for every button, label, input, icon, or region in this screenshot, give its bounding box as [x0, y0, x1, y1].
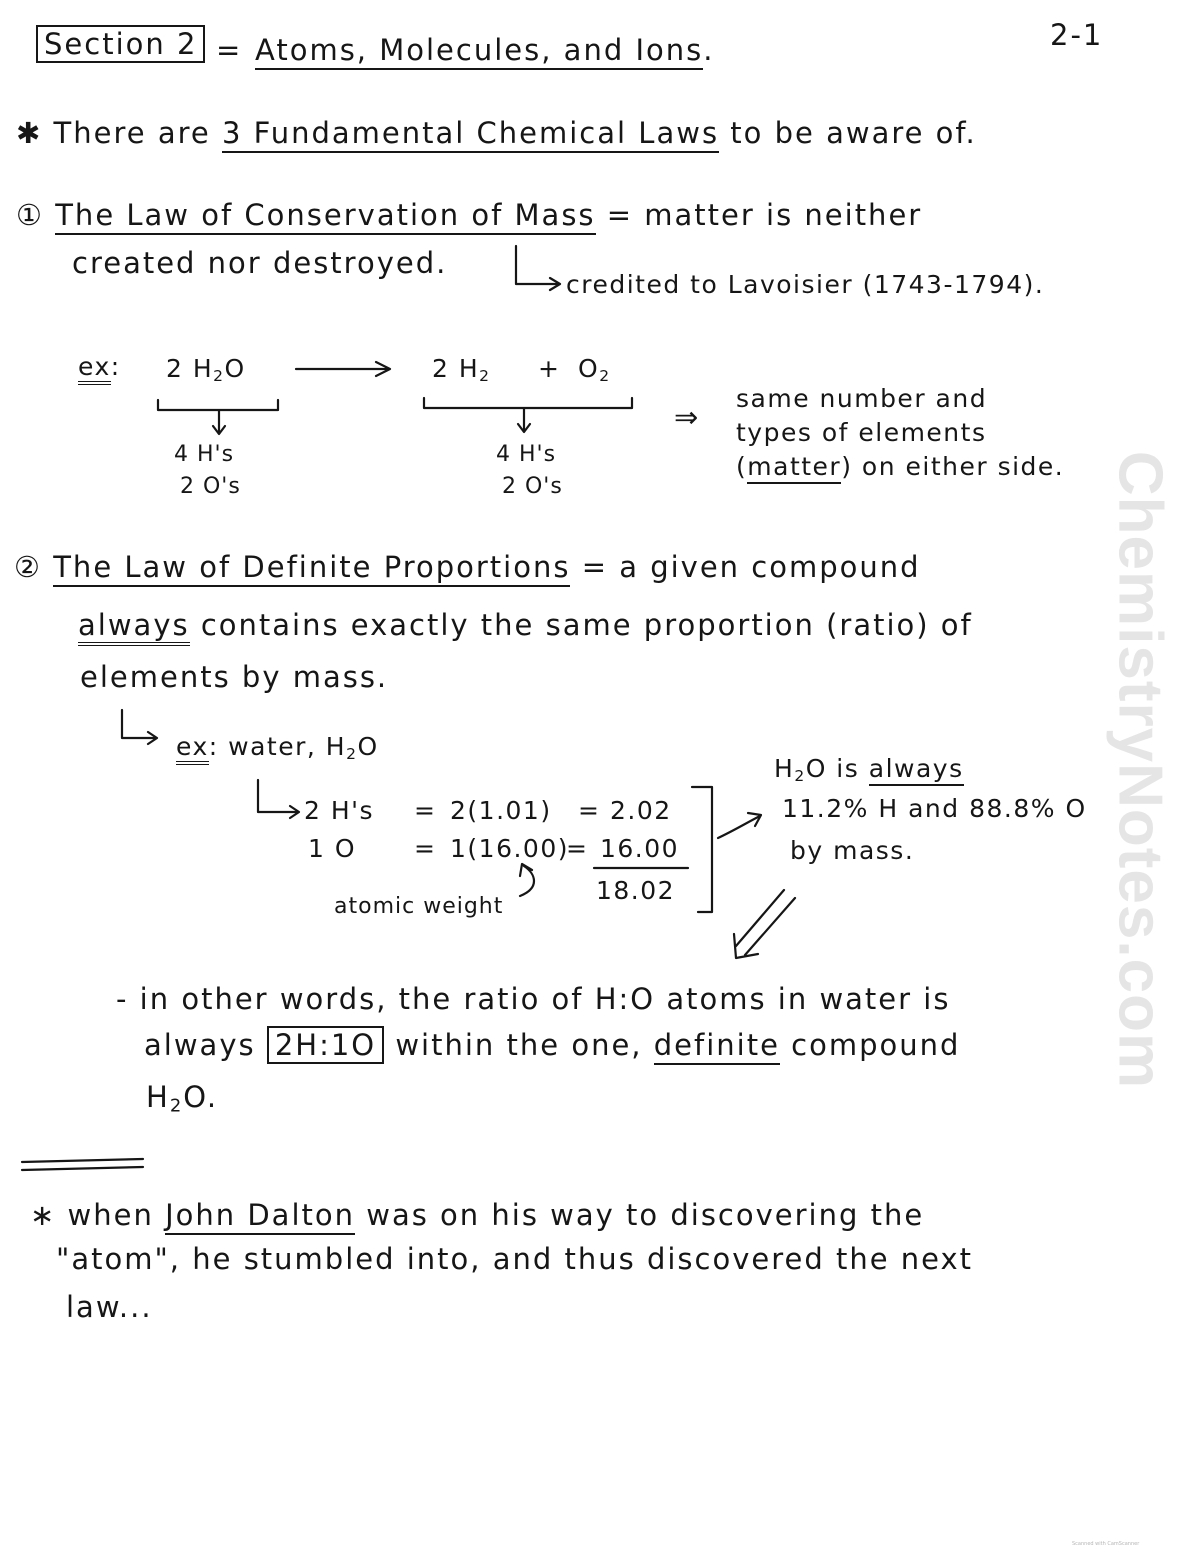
watermark: ChemistryNotes.com [1105, 450, 1175, 1090]
conclusion-line3: $H_2O$. [146, 1080, 219, 1117]
page-title: Atoms, Molecules, and Ions. [255, 33, 714, 67]
reaction-arrow-icon [296, 362, 390, 376]
totals-bracket [692, 787, 712, 912]
section-label: Section 2 [36, 27, 205, 61]
right-brace [424, 398, 632, 408]
left-brace-arrow-icon [213, 411, 225, 434]
law2-definition-end: elements by mass. [80, 660, 389, 694]
bracket-to-note-arrow-icon [718, 813, 761, 838]
atomic-weight-label: atomic weight [334, 894, 504, 919]
ratio-box: 2H:1O [267, 1026, 384, 1064]
conclusion-line2: always 2H:1O within the one, definite compound [144, 1028, 960, 1062]
right-brace-arrow-icon [518, 409, 530, 432]
ex2-arrow-icon [122, 710, 157, 744]
atomic-weight-arrow-icon [520, 864, 534, 896]
law1-credit: credited to Lavoisier (1743-1794). [566, 270, 1045, 299]
ex2-heading: ex: water, $H_2O$ [176, 732, 379, 761]
ex2-row2-eq: = [414, 834, 437, 863]
ex1-product2: $O_2$ [578, 354, 611, 385]
law1-heading: ① The Law of Conservation of Mass = matter is neither [16, 198, 922, 232]
ex2-row2-expr: 1(16.00) [450, 834, 569, 863]
ex2-sub-arrow-icon [258, 780, 299, 818]
law2-definition: always contains exactly the same proportion (ratio) of [78, 608, 973, 642]
ex2-row1-value: 2.02 [610, 796, 672, 825]
ex2-row1-label: 2 H's [304, 796, 375, 825]
ex2-row2-label: 1 O [308, 834, 357, 863]
ex1-note-2: types of elements [736, 418, 987, 447]
ex2-note-2: 11.2% H and 88.8% O [782, 794, 1087, 823]
ex2-total: 18.02 [596, 876, 676, 905]
ex2-row2-eq2: = [566, 834, 589, 863]
header-equals: = [216, 33, 243, 67]
ex1-product1: 2 $H_2$ [432, 354, 491, 385]
ex2-note-1: $H_2O$ is always [774, 754, 964, 785]
dalton-line3: law... [66, 1290, 153, 1324]
ex2-row2-value: 16.00 [600, 834, 680, 863]
ex1-plus: + [538, 354, 561, 383]
ex2-note-3: by mass. [790, 836, 915, 865]
conclusion-line1: - in other words, the ratio of H:O atoms in water is [116, 982, 951, 1016]
ex2-row1-eq: = [414, 796, 437, 825]
footer-note: Scanned with CamScanner [1072, 1541, 1140, 1547]
ex1-label: ex: [78, 352, 121, 381]
implies-arrow-icon: ⇒ [674, 400, 701, 434]
ex1-note-3: (matter) on either side. [736, 452, 1064, 481]
ex1-reactant: 2 $H_2O$ [166, 354, 246, 385]
intro-line: ✱ There are 3 Fundamental Chemical Laws to be aware of. [16, 116, 977, 150]
double-down-arrow-icon [734, 890, 795, 958]
credit-arrow-icon [516, 246, 560, 290]
ex1-left-o: 2 O's [180, 474, 241, 499]
asterisk-icon: ✱ [16, 116, 43, 150]
star-bullet-icon: ∗ [30, 1198, 57, 1232]
number-two-icon: ② [14, 550, 42, 584]
dalton-line2: "atom", he stumbled into, and thus discovered the next [56, 1242, 974, 1276]
ex2-row1-expr: 2(1.01) [450, 796, 552, 825]
page-number: 2-1 [1050, 18, 1104, 52]
dalton-line1: ∗ when John Dalton was on his way to discovering the [30, 1198, 924, 1232]
ex1-note-1: same number and [736, 384, 988, 413]
ex1-right-o: 2 O's [502, 474, 563, 499]
ex2-row1-eq2: = [578, 796, 601, 825]
left-brace [158, 400, 278, 410]
ex1-left-h: 4 H's [174, 442, 235, 467]
law2-heading: ② The Law of Definite Proportions = a given compound [14, 550, 921, 584]
separator-line [22, 1159, 143, 1170]
ex1-right-h: 4 H's [496, 442, 557, 467]
law1-definition: created nor destroyed. [72, 246, 448, 280]
number-one-icon: ① [16, 198, 44, 232]
